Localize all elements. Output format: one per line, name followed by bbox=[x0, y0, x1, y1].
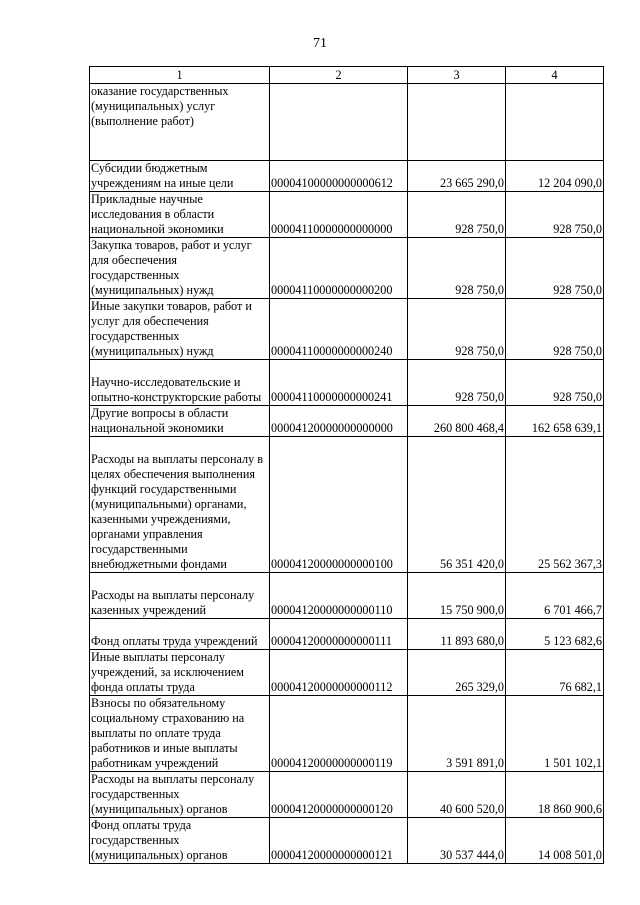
column-header-1: 1 bbox=[90, 67, 270, 84]
row-code bbox=[270, 84, 408, 161]
table-row bbox=[90, 161, 604, 192]
row-name: Иные закупки товаров, работ и услуг для обеспечения государственных (муниципальных) нужд bbox=[90, 299, 270, 360]
table-row bbox=[90, 772, 604, 818]
row-name: Закупка товаров, работ и услуг для обеспечения государственных (муниципальных) нужд bbox=[90, 238, 270, 299]
row-value-4: 928 750,0 bbox=[506, 360, 604, 406]
row-value-3: 265 329,0 bbox=[408, 650, 506, 696]
row-value-4: 5 123 682,6 bbox=[506, 619, 604, 650]
row-value-4: 928 750,0 bbox=[506, 192, 604, 238]
row-value-3: 11 893 680,0 bbox=[408, 619, 506, 650]
row-code: 00004110000000000000 bbox=[270, 192, 408, 238]
row-name: оказание государственных (муниципальных) услуг (выполнение работ) bbox=[90, 84, 270, 161]
row-name: Другие вопросы в области национальной экономики bbox=[90, 406, 270, 437]
row-value-3 bbox=[408, 84, 506, 161]
row-value-4: 6 701 466,7 bbox=[506, 573, 604, 619]
row-value-3: 928 750,0 bbox=[408, 299, 506, 360]
table-row bbox=[90, 818, 604, 864]
row-value-3: 260 800 468,4 bbox=[408, 406, 506, 437]
row-value-4: 25 562 367,3 bbox=[506, 437, 604, 573]
row-name: Взносы по обязательному социальному страхованию на выплаты по оплате труда работников и иные выплаты работникам учреждений bbox=[90, 696, 270, 772]
row-code: 00004120000000000112 bbox=[270, 650, 408, 696]
row-value-3: 928 750,0 bbox=[408, 360, 506, 406]
row-value-4: 76 682,1 bbox=[506, 650, 604, 696]
row-name: Расходы на выплаты персоналу казенных учреждений bbox=[90, 573, 270, 619]
row-code: 00004110000000000200 bbox=[270, 238, 408, 299]
row-value-4: 928 750,0 bbox=[506, 299, 604, 360]
row-value-4: 14 008 501,0 bbox=[506, 818, 604, 864]
column-header-2: 2 bbox=[270, 67, 408, 84]
row-value-3: 15 750 900,0 bbox=[408, 573, 506, 619]
row-value-4 bbox=[506, 84, 604, 161]
row-code: 00004120000000000000 bbox=[270, 406, 408, 437]
row-name: Расходы на выплаты персоналу в целях обеспечения выполнения функций государственными (муниципальными) органами, казенными учреждениями, органами управления государственными внебюджетными фондами bbox=[90, 437, 270, 573]
column-header-4: 4 bbox=[506, 67, 604, 84]
row-name: Иные выплаты персоналу учреждений, за исключением фонда оплаты труда bbox=[90, 650, 270, 696]
page-number: 71 bbox=[313, 36, 327, 51]
row-code: 00004120000000000121 bbox=[270, 818, 408, 864]
row-code: 00004120000000000111 bbox=[270, 619, 408, 650]
row-code: 00004110000000000241 bbox=[270, 360, 408, 406]
table-row bbox=[90, 573, 604, 619]
row-name: Фонд оплаты труда государственных (муниципальных) органов bbox=[90, 818, 270, 864]
row-value-3: 23 665 290,0 bbox=[408, 161, 506, 192]
table-row bbox=[90, 437, 604, 573]
row-name: Фонд оплаты труда учреждений bbox=[90, 619, 270, 650]
row-value-3: 928 750,0 bbox=[408, 192, 506, 238]
row-value-4: 928 750,0 bbox=[506, 238, 604, 299]
row-code: 00004120000000000100 bbox=[270, 437, 408, 573]
table-row bbox=[90, 238, 604, 299]
row-value-3: 30 537 444,0 bbox=[408, 818, 506, 864]
table-row bbox=[90, 406, 604, 437]
row-value-4: 12 204 090,0 bbox=[506, 161, 604, 192]
row-value-4: 1 501 102,1 bbox=[506, 696, 604, 772]
row-value-4: 18 860 900,6 bbox=[506, 772, 604, 818]
row-value-3: 928 750,0 bbox=[408, 238, 506, 299]
row-value-4: 162 658 639,1 bbox=[506, 406, 604, 437]
row-value-3: 40 600 520,0 bbox=[408, 772, 506, 818]
table-row bbox=[90, 696, 604, 772]
table-row bbox=[90, 299, 604, 360]
budget-table bbox=[89, 66, 604, 864]
table-row bbox=[90, 619, 604, 650]
table-row bbox=[90, 650, 604, 696]
row-value-3: 3 591 891,0 bbox=[408, 696, 506, 772]
row-name: Научно-исследовательские и опытно-конструкторские работы bbox=[90, 360, 270, 406]
row-name: Субсидии бюджетным учреждениям на иные цели bbox=[90, 161, 270, 192]
row-code: 00004120000000000120 bbox=[270, 772, 408, 818]
row-name: Прикладные научные исследования в области национальной экономики bbox=[90, 192, 270, 238]
table-row bbox=[90, 192, 604, 238]
row-code: 00004100000000000612 bbox=[270, 161, 408, 192]
row-name: Расходы на выплаты персоналу государственных (муниципальных) органов bbox=[90, 772, 270, 818]
table-row bbox=[90, 360, 604, 406]
row-code: 00004120000000000119 bbox=[270, 696, 408, 772]
table-header-row bbox=[90, 67, 604, 84]
row-value-3: 56 351 420,0 bbox=[408, 437, 506, 573]
table-row bbox=[90, 84, 604, 161]
column-header-3: 3 bbox=[408, 67, 506, 84]
row-code: 00004120000000000110 bbox=[270, 573, 408, 619]
row-code: 00004110000000000240 bbox=[270, 299, 408, 360]
